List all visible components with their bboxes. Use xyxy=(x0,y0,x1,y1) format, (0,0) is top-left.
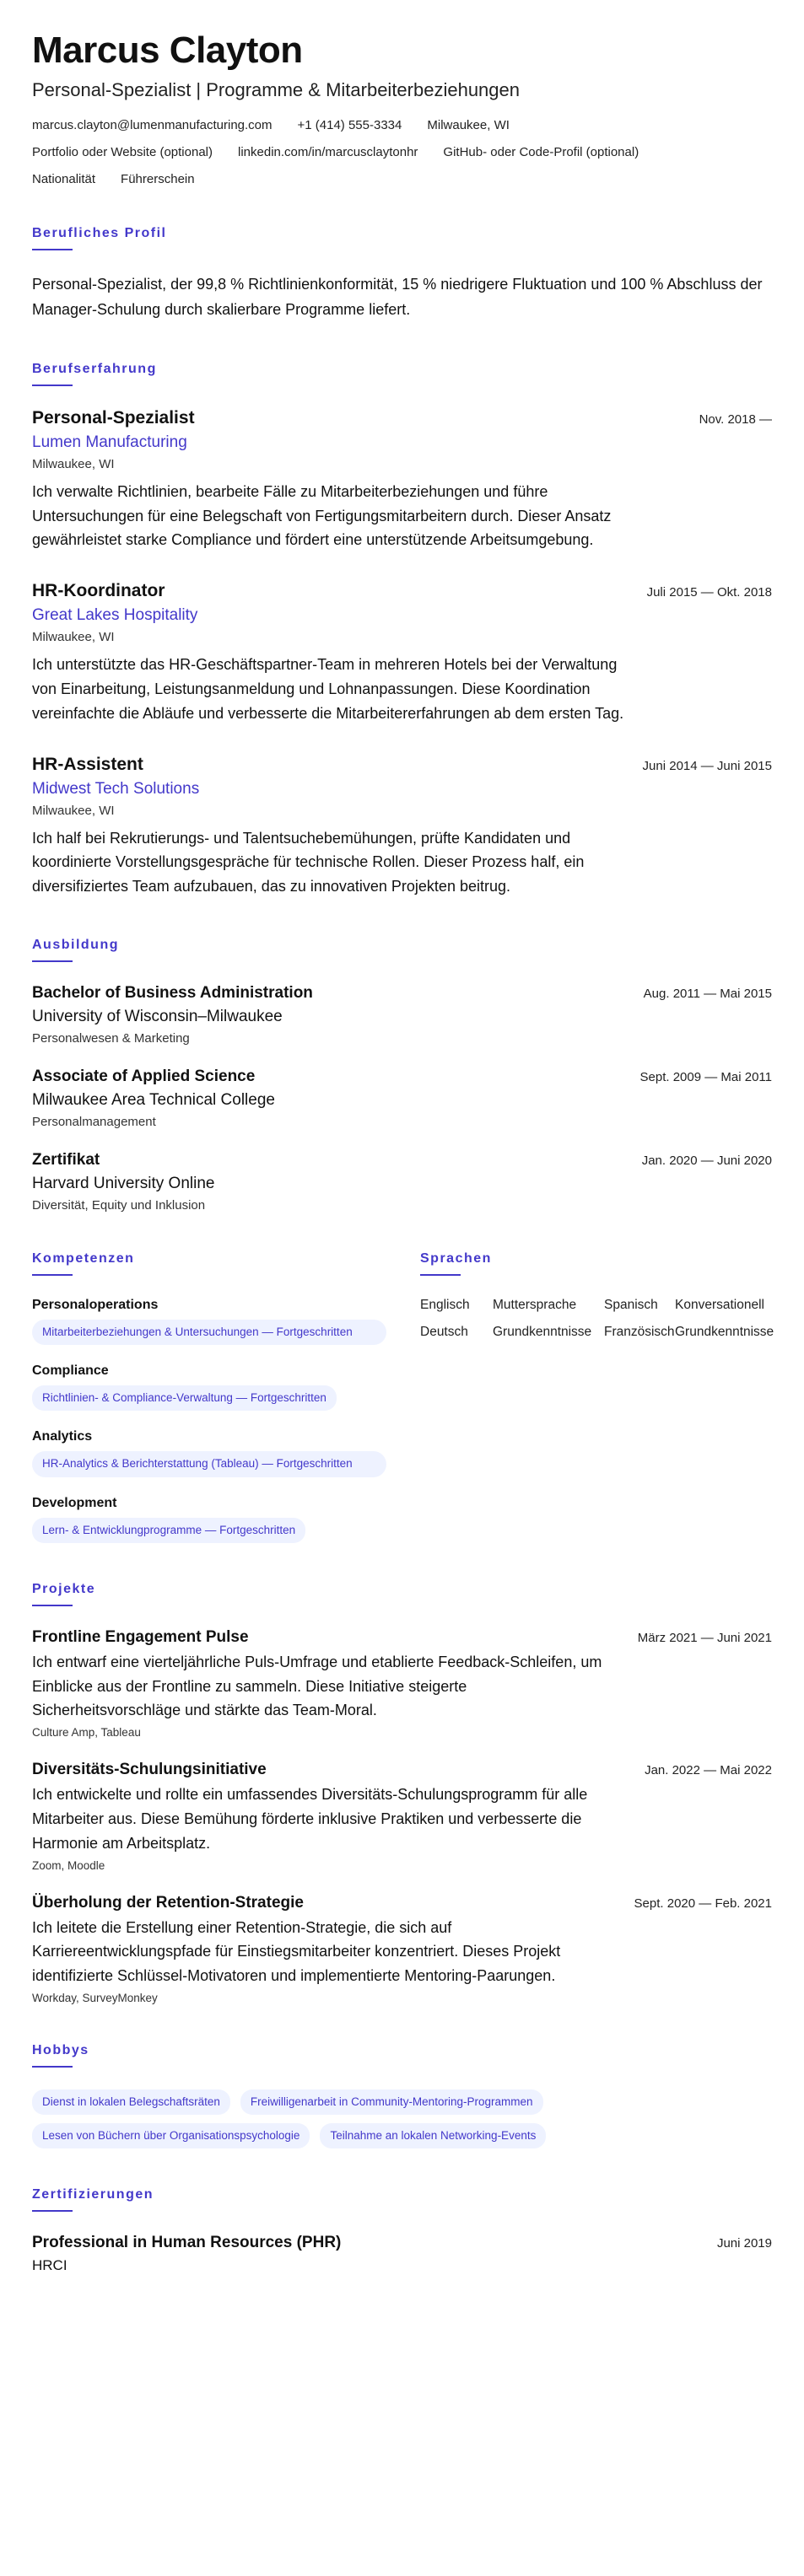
language-name: Deutsch xyxy=(420,1324,468,1339)
job-description: Ich verwalte Richtlinien, bearbeite Fälle zu Mitarbeiterbeziehungen und führe Untersuchungen für eine Belegschaft von Fertigungsmitarbeitern durch. Dieser Ansatz gewährleistet starke Compliance und fördert eine unterstützende Arbeitsumgebung. xyxy=(32,482,612,549)
linkedin-link[interactable]: linkedin.com/in/marcusclaytonhr xyxy=(238,145,418,160)
job-dates: Juni 2014 — Juni 2015 xyxy=(642,758,772,773)
skill-category: Personaloperations xyxy=(32,1297,159,1312)
hobby-chip: Lesen von Büchern über Organisationspsychologie xyxy=(32,2123,310,2148)
hobby-list xyxy=(32,2089,772,2148)
nationality-text: Nationalität xyxy=(32,172,96,187)
school-name: Milwaukee Area Technical College xyxy=(32,1090,275,1109)
certification-entry xyxy=(32,2234,772,2274)
school-name: University of Wisconsin–Milwaukee xyxy=(32,1007,283,1025)
section-title: Sprachen xyxy=(420,1250,492,1266)
section-title: Kompetenzen xyxy=(32,1250,135,1266)
section-divider xyxy=(32,249,73,250)
section-divider xyxy=(420,1274,461,1276)
hobby-chip: Freiwilligenarbeit in Community-Mentoring-Programmen xyxy=(240,2089,543,2115)
education-dates: Jan. 2020 — Juni 2020 xyxy=(641,1153,772,1168)
skill-group xyxy=(32,1429,386,1476)
education-entry xyxy=(32,1068,772,1129)
education-entry xyxy=(32,1151,772,1213)
section-title: Projekte xyxy=(32,1581,96,1596)
project-tools: Culture Amp, Tableau xyxy=(32,1726,141,1740)
job-title: HR-Koordinator xyxy=(32,581,165,601)
project-name: Frontline Engagement Pulse xyxy=(32,1627,249,1646)
certifications-section xyxy=(32,2187,772,2274)
hobby-chip: Teilnahme an lokalen Networking-Events xyxy=(320,2123,546,2148)
school-name: Harvard University Online xyxy=(32,1174,215,1192)
license-text: Führerschein xyxy=(121,172,195,187)
skills-languages-row xyxy=(32,1251,772,1543)
section-title: Berufserfahrung xyxy=(32,361,157,376)
project-dates: Sept. 2020 — Feb. 2021 xyxy=(634,1896,772,1911)
degree-title: Zertifikat xyxy=(32,1150,100,1169)
language-name: Spanisch xyxy=(604,1297,658,1312)
education-section xyxy=(32,938,772,1213)
location-text: Milwaukee, WI xyxy=(427,118,510,133)
job-title: Personal-Spezialist xyxy=(32,407,195,428)
skill-chip: Richtlinien- & Compliance-Verwaltung — Fortgeschritten xyxy=(32,1385,337,1411)
job-location: Milwaukee, WI xyxy=(32,630,115,645)
project-tools: Zoom, Moodle xyxy=(32,1858,105,1872)
education-detail: Diversität, Equity und Inklusion xyxy=(32,1197,206,1213)
section-divider xyxy=(32,960,73,962)
contact-row-primary xyxy=(32,118,772,133)
project-description: Ich leitete die Erstellung einer Retention-Strategie, die sich auf Karriereentwicklungspfade für Einstiegsmitarbeiter konzentriert. Dieses Projekt identifizierte Schlüssel-Motivatoren und implementierte Mentoring-Paarungen. xyxy=(32,1918,561,1985)
project-entry xyxy=(32,1894,772,2004)
job-dates: Nov. 2018 — xyxy=(699,411,772,427)
certification-date: Juni 2019 xyxy=(716,2236,772,2251)
projects-section xyxy=(32,1582,772,2004)
profile-summary: Personal-Spezialist, der 99,8 % Richtlinienkonformität, 15 % niedrigere Fluktuation und 100 % Abschluss der Manager-Schulung durch skalierbare Programme liefert. xyxy=(32,276,763,319)
section-title: Hobbys xyxy=(32,2042,89,2057)
skill-chip: Mitarbeiterbeziehungen & Untersuchungen — Fortgeschritten xyxy=(32,1320,386,1345)
project-entry xyxy=(32,1628,772,1739)
project-name: Überholung der Retention-Strategie xyxy=(32,1893,304,1912)
resume-header xyxy=(32,30,772,187)
section-title: Berufliches Profil xyxy=(32,226,167,241)
job-dates: Juli 2015 — Okt. 2018 xyxy=(646,585,772,600)
section-divider xyxy=(32,2210,73,2212)
language-level: Konversationell xyxy=(675,1297,764,1312)
job-title: HR-Assistent xyxy=(32,754,143,774)
profile-section xyxy=(32,226,772,322)
job-location: Milwaukee, WI xyxy=(32,803,115,818)
contact-row-personal xyxy=(32,172,772,187)
hobbies-section xyxy=(32,2043,772,2148)
skill-group xyxy=(32,1298,386,1345)
experience-entry xyxy=(32,755,772,899)
project-name: Diversitäts-Schulungsinitiative xyxy=(32,1761,267,1779)
project-description: Ich entwarf eine vierteljährliche Puls-Umfrage und etablierte Feedback-Schleifen, um Einblicke aus der Frontline zu sammeln. Diese Initiative steigerte Sicherheitsvorschläge und stärkte das Team-Moral. xyxy=(32,1653,602,1719)
language-name: Französisch xyxy=(604,1324,675,1339)
email-link[interactable]: marcus.clayton@lumenmanufacturing.com xyxy=(32,118,272,133)
education-dates: Aug. 2011 — Mai 2015 xyxy=(643,986,772,1001)
skill-category: Development xyxy=(32,1495,117,1510)
certification-issuer: HRCI xyxy=(32,2257,67,2274)
degree-title: Bachelor of Business Administration xyxy=(32,983,313,1002)
skills-section xyxy=(32,1251,386,1543)
section-divider xyxy=(32,1605,73,1606)
section-divider xyxy=(32,385,73,386)
project-dates: Jan. 2022 — Mai 2022 xyxy=(645,1763,772,1778)
education-detail: Personalwesen & Marketing xyxy=(32,1030,190,1046)
skill-category: Compliance xyxy=(32,1363,109,1379)
section-title: Ausbildung xyxy=(32,937,119,952)
github-link[interactable]: GitHub- oder Code-Profil (optional) xyxy=(443,145,639,160)
job-description: Ich half bei Rekrutierungs- und Talentsuchebemühungen, prüfte Kandidaten und koordinierte Vorstellungsgespräche für technische Rollen. Dieser Prozess half, ein diversifiziertes Team aufzubauen, das zu innovativen Projekten beitrug. xyxy=(32,829,585,895)
experience-entry xyxy=(32,581,772,725)
languages-section xyxy=(420,1251,793,1543)
skill-chip: Lern- & Entwicklungprogramme — Fortgeschritten xyxy=(32,1518,305,1543)
company-name: Great Lakes Hospitality xyxy=(32,606,198,625)
language-level: Grundkenntnisse xyxy=(493,1324,592,1339)
section-title: Zertifizierungen xyxy=(32,2187,154,2202)
language-level: Grundkenntnisse xyxy=(675,1324,774,1339)
hobby-chip: Dienst in lokalen Belegschaftsräten xyxy=(32,2089,230,2115)
certification-name: Professional in Human Resources (PHR) xyxy=(32,2234,342,2252)
section-divider xyxy=(32,2066,73,2068)
company-name: Lumen Manufacturing xyxy=(32,433,187,451)
education-detail: Personalmanagement xyxy=(32,1114,156,1129)
skill-group xyxy=(32,1496,386,1543)
languages-grid xyxy=(420,1298,793,1340)
company-name: Midwest Tech Solutions xyxy=(32,779,200,798)
job-location: Milwaukee, WI xyxy=(32,456,115,471)
headline: Personal-Spezialist | Programme & Mitarbeiterbeziehungen xyxy=(32,79,520,101)
contact-row-links xyxy=(32,145,772,160)
section-divider xyxy=(32,1274,73,1276)
project-description: Ich entwickelte und rollte ein umfassendes Diversitäts-Schulungsprogramm für alle Mitarbeiter aus. Diese Bemühung förderte inklusive Praktiken und verbesserte die Harmonie am Arbeitsplatz. xyxy=(32,1786,588,1852)
skill-category: Analytics xyxy=(32,1429,93,1444)
project-tools: Workday, SurveyMonkey xyxy=(32,1991,158,2004)
project-entry xyxy=(32,1761,772,1871)
job-description: Ich unterstützte das HR-Geschäftspartner-Team in mehreren Hotels bei der Verwaltung von Einarbeitung, Leistungsanmeldung und Lohnanpassungen. Diese Koordination vereinfachte die Abläufe und verbesserte die Mitarbeitererfahrungen ab dem ersten Tag. xyxy=(32,656,624,722)
language-name: Englisch xyxy=(420,1297,470,1312)
project-dates: März 2021 — Juni 2021 xyxy=(637,1630,772,1645)
education-entry xyxy=(32,984,772,1046)
skill-group xyxy=(32,1363,386,1411)
education-dates: Sept. 2009 — Mai 2011 xyxy=(639,1069,772,1084)
skill-chip: HR-Analytics & Berichterstattung (Tableau) — Fortgeschritten xyxy=(32,1451,386,1476)
phone-link[interactable]: +1 (414) 555-3334 xyxy=(297,118,402,133)
language-level: Muttersprache xyxy=(493,1297,577,1312)
experience-section xyxy=(32,362,772,899)
experience-entry xyxy=(32,408,772,552)
candidate-name: Marcus Clayton xyxy=(32,30,303,71)
degree-title: Associate of Applied Science xyxy=(32,1067,256,1085)
portfolio-link[interactable]: Portfolio oder Website (optional) xyxy=(32,145,213,160)
